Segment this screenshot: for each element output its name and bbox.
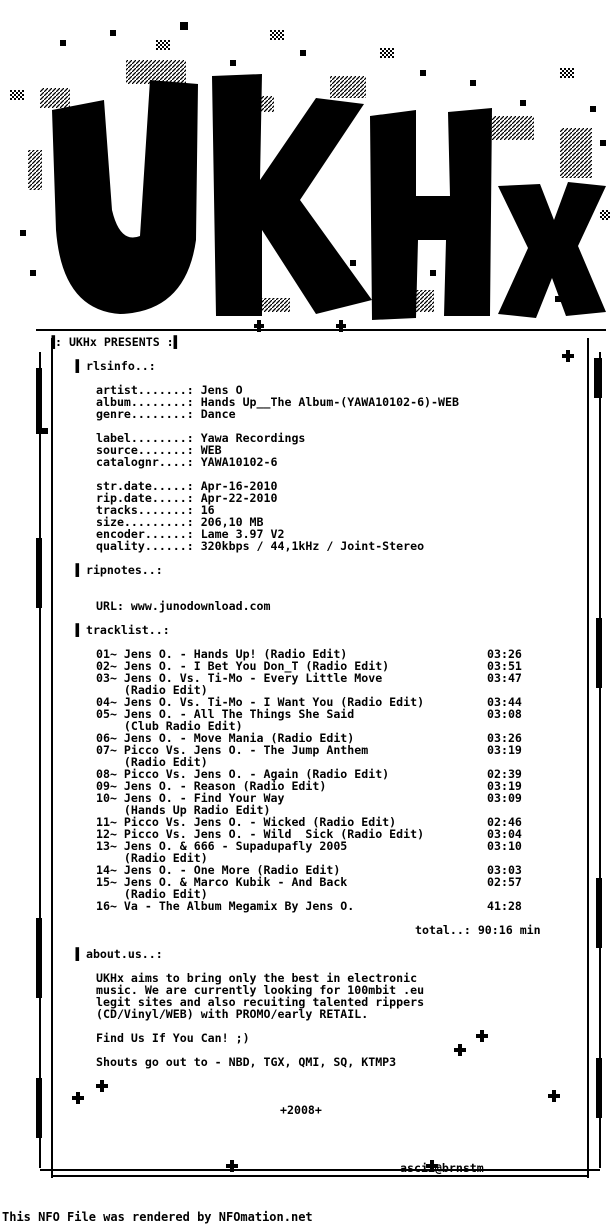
track-11-duration: 02:46 [487, 815, 522, 829]
rls-tracks: tracks.......: 16 [96, 503, 215, 517]
year-mark: +2008+ [280, 1103, 322, 1117]
section-rlsinfo: ▐ rlsinfo..: [72, 359, 156, 373]
about-line-3: legit sites and also recuiting talented rippers [96, 995, 425, 1009]
rls-rip-date: rip.date.....: Apr-22-2010 [96, 491, 278, 505]
tracklist-heading: tracklist..: [85, 623, 170, 637]
ukhx-logo [0, 0, 616, 330]
track-03-cont: (Radio Edit) [96, 683, 208, 697]
track-10-duration: 03:09 [487, 791, 522, 805]
track-04-duration: 03:44 [487, 695, 522, 709]
track-13-duration: 03:10 [487, 839, 522, 853]
track-07-cont: (Radio Edit) [96, 755, 208, 769]
rls-quality: quality......: 320kbps / 44,1kHz / Joint-Stereo [96, 539, 425, 553]
track-12: 12~ Picco Vs. Jens O. - Wild Sick (Radio Edit) [96, 827, 425, 841]
rls-source: source.......: WEB [96, 443, 222, 457]
track-12-duration: 03:04 [487, 827, 522, 841]
section-ripnotes: ▐ ripnotes..: [72, 563, 163, 577]
rlsinfo-heading: rlsinfo..: [85, 359, 156, 373]
track-06: 06~ Jens O. - Move Mania (Radio Edit) [96, 731, 355, 745]
section-about: ▐ about.us..: [72, 947, 163, 961]
track-07: 07~ Picco Vs. Jens O. - The Jump Anthem [96, 743, 369, 757]
track-03-duration: 03:47 [487, 671, 522, 685]
rendered-by-footer: This NFO File was rendered by NFOmation.net [2, 1210, 313, 1224]
rls-catalognr: catalognr....: YAWA10102-6 [96, 455, 278, 469]
track-07-duration: 03:19 [487, 743, 522, 757]
track-08: 08~ Picco Vs. Jens O. - Again (Radio Edit) [96, 767, 390, 781]
rls-artist: artist.......: Jens O [96, 383, 243, 397]
rls-genre: genre........: Dance [96, 407, 236, 421]
rls-album: album........: Hands Up__The Album-(YAWA10102-6)-WEB [96, 395, 459, 409]
about-find-us: Find Us If You Can! ;) [96, 1031, 250, 1045]
track-02: 02~ Jens O. - I Bet You Don_T (Radio Edit) [96, 659, 390, 673]
track-10-cont: (Hands Up Radio Edit) [96, 803, 271, 817]
ripnotes-url: URL: www.junodownload.com [96, 599, 271, 613]
track-11: 11~ Picco Vs. Jens O. - Wicked (Radio Edit) [96, 815, 397, 829]
rls-str-date: str.date.....: Apr-16-2010 [96, 479, 278, 493]
track-09-duration: 03:19 [487, 779, 522, 793]
track-14-duration: 03:03 [487, 863, 522, 877]
about-line-1: UKHx aims to bring only the best in electronic [96, 971, 418, 985]
about-shouts: Shouts go out to - NBD, TGX, QMI, SQ, KTMP3 [96, 1055, 397, 1069]
ascii-credit: ascii@brnstm [400, 1161, 484, 1175]
track-16: 16~ Va - The Album Megamix By Jens O. [96, 899, 355, 913]
track-01-duration: 03:26 [487, 647, 522, 661]
tracklist-total: total..: 90:16 min [415, 923, 541, 937]
track-02-duration: 03:51 [487, 659, 522, 673]
track-15-cont: (Radio Edit) [96, 887, 208, 901]
track-15: 15~ Jens O. & Marco Kubik - And Back [96, 875, 348, 889]
track-10: 10~ Jens O. - Find Your Way [96, 791, 285, 805]
track-03: 03~ Jens O. Vs. Ti-Mo - Every Little Move [96, 671, 383, 685]
track-04: 04~ Jens O. Vs. Ti-Mo - I Want You (Radio Edit) [96, 695, 425, 709]
track-05: 05~ Jens O. - All The Things She Said [96, 707, 355, 721]
rls-size: size.........: 206,10 MB [96, 515, 264, 529]
track-05-duration: 03:08 [487, 707, 522, 721]
track-06-duration: 03:26 [487, 731, 522, 745]
track-05-cont: (Club Radio Edit) [96, 719, 243, 733]
rls-label: label........: Yawa Recordings [96, 431, 306, 445]
track-15-duration: 02:57 [487, 875, 522, 889]
track-13: 13~ Jens O. & 666 - Supadupafly 2005 [96, 839, 348, 853]
about-heading: about.us..: [85, 947, 163, 961]
track-08-duration: 02:39 [487, 767, 522, 781]
track-14: 14~ Jens O. - One More (Radio Edit) [96, 863, 341, 877]
ripnotes-heading: ripnotes..: [85, 563, 163, 577]
track-16-duration: 41:28 [487, 899, 522, 913]
about-line-2: music. We are currently looking for 100mbit .eu [96, 983, 425, 997]
track-09: 09~ Jens O. - Reason (Radio Edit) [96, 779, 327, 793]
track-13-cont: (Radio Edit) [96, 851, 208, 865]
track-01: 01~ Jens O. - Hands Up! (Radio Edit) [96, 647, 348, 661]
presents-text: UKHx PRESENTS [68, 335, 160, 349]
about-line-4: (CD/Vinyl/WEB) with PROMO/early RETAIL. [96, 1007, 369, 1021]
section-tracklist: ▐ tracklist..: [72, 623, 170, 637]
presents-header: ▐: UKHx PRESENTS :▌ [48, 335, 181, 349]
rls-encoder: encoder......: Lame 3.97 V2 [96, 527, 285, 541]
